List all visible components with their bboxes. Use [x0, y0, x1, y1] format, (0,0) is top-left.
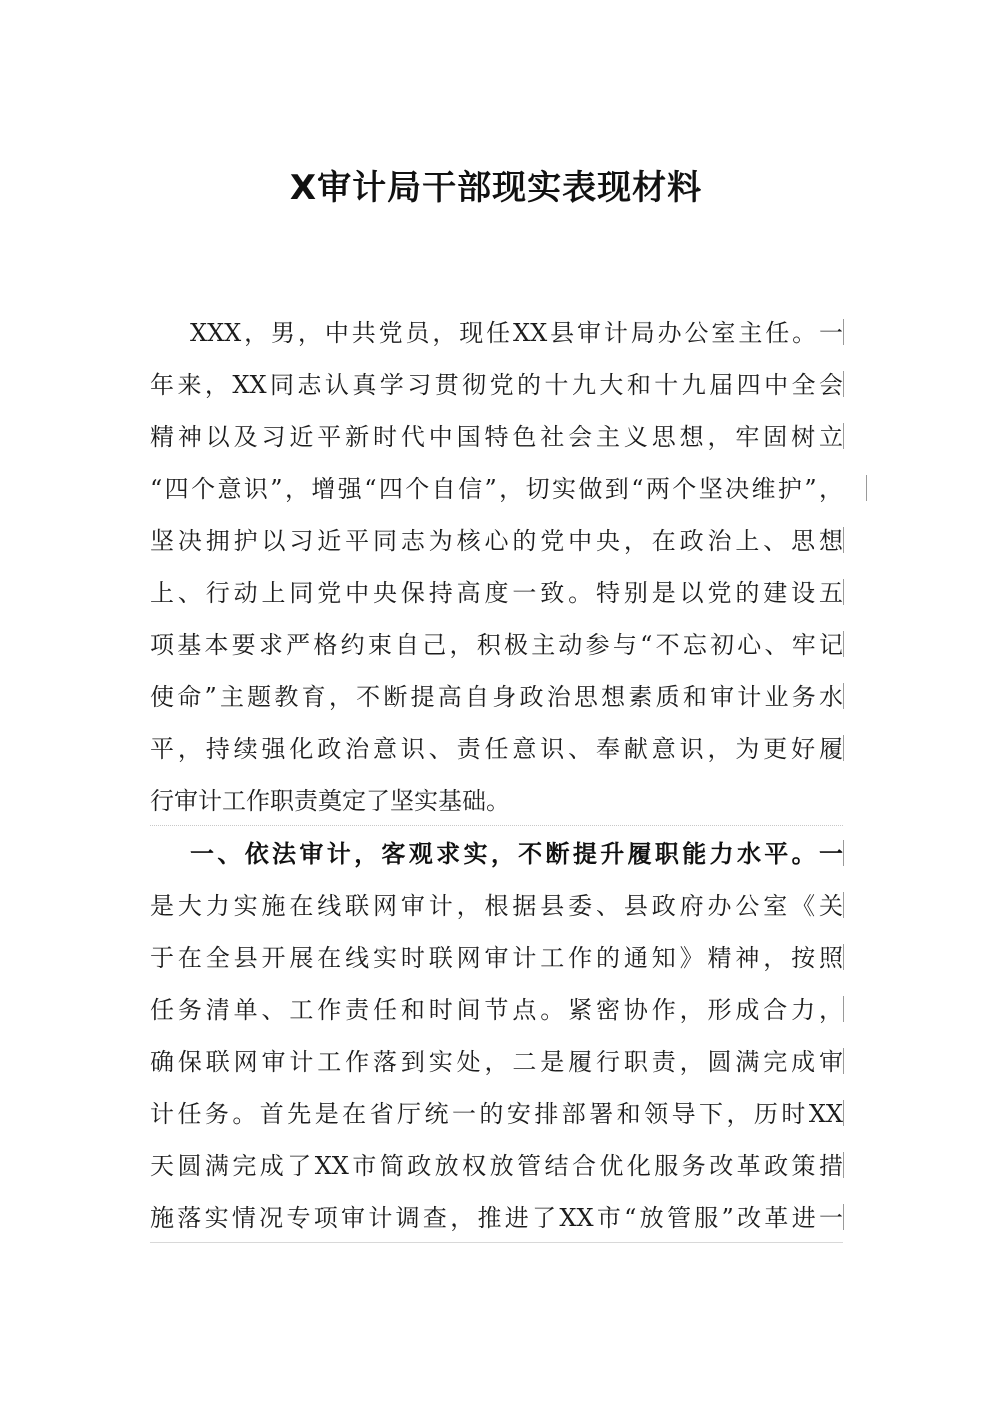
page-bottom-rule: [150, 1242, 843, 1243]
paragraph-line: 天圆满完成了XX市简政放权放管结合优化服务改革政策措: [150, 1152, 843, 1180]
margin-marker: [843, 1048, 844, 1074]
margin-marker: [843, 1152, 844, 1178]
paragraph-line: 施落实情况专项审计调查，推进了XX市“放管服”改革进一: [150, 1204, 843, 1232]
paragraph-line: 确保联网审计工作落到实处，二是履行职责，圆满完成审: [150, 1048, 843, 1076]
margin-marker: [843, 371, 844, 397]
paragraph-line: “四个意识”，增强“四个自信”，切实做到“两个坚决维护”，: [150, 475, 843, 503]
margin-marker: [843, 579, 844, 605]
margin-marker: [843, 423, 844, 449]
margin-marker: [843, 683, 844, 709]
page-title: X审计局干部现实表现材料: [289, 168, 703, 208]
paragraph-line: 平，持续强化政治意识、责任意识、奉献意识，为更好履: [150, 735, 843, 763]
paragraph-line: 年来，XX同志认真学习贯彻党的十九大和十九届四中全会: [150, 371, 843, 399]
margin-marker: [843, 319, 844, 345]
paragraph-line: 于在全县开展在线实时联网审计工作的通知》精神，按照: [150, 944, 843, 972]
paragraph-line: 坚决拥护以习近平同志为核心的党中央，在政治上、思想: [150, 527, 843, 555]
margin-marker: [843, 527, 844, 553]
margin-marker: [843, 1100, 844, 1126]
margin-marker: [843, 1204, 844, 1230]
margin-marker: [843, 631, 844, 657]
paragraph-line: 使命”主题教育，不断提高自身政治思想素质和审计业务水: [150, 683, 843, 711]
paragraph-line: 项基本要求严格约束自己，积极主动参与“不忘初心、牢记: [150, 631, 843, 659]
margin-marker: [866, 475, 867, 501]
paragraph-line: 计任务。首先是在省厅统一的安排部署和领导下，历时XX: [150, 1100, 843, 1128]
paragraph-line: 精神以及习近平新时代中国特色社会主义思想，牢固树立: [150, 423, 843, 451]
paragraph-line: 行审计工作职责奠定了坚实基础。: [150, 787, 510, 815]
paragraph-line: XXX，男，中共党员，现任XX县审计局办公室主任。一: [190, 319, 843, 347]
margin-marker: [843, 735, 844, 761]
margin-marker: [843, 840, 844, 866]
paragraph-line: 任务清单、工作责任和时间节点。紧密协作，形成合力，: [150, 996, 843, 1024]
margin-marker: [843, 944, 844, 970]
section-heading: 一、依法审计，客观求实，不断提升履职能力水平。一: [190, 840, 843, 868]
section-divider: [150, 825, 843, 826]
paragraph-line: 上、行动上同党中央保持高度一致。特别是以党的建设五: [150, 579, 843, 607]
paragraph-line: 是大力实施在线联网审计，根据县委、县政府办公室《关: [150, 892, 843, 920]
margin-marker: [843, 996, 844, 1022]
margin-marker: [843, 892, 844, 918]
